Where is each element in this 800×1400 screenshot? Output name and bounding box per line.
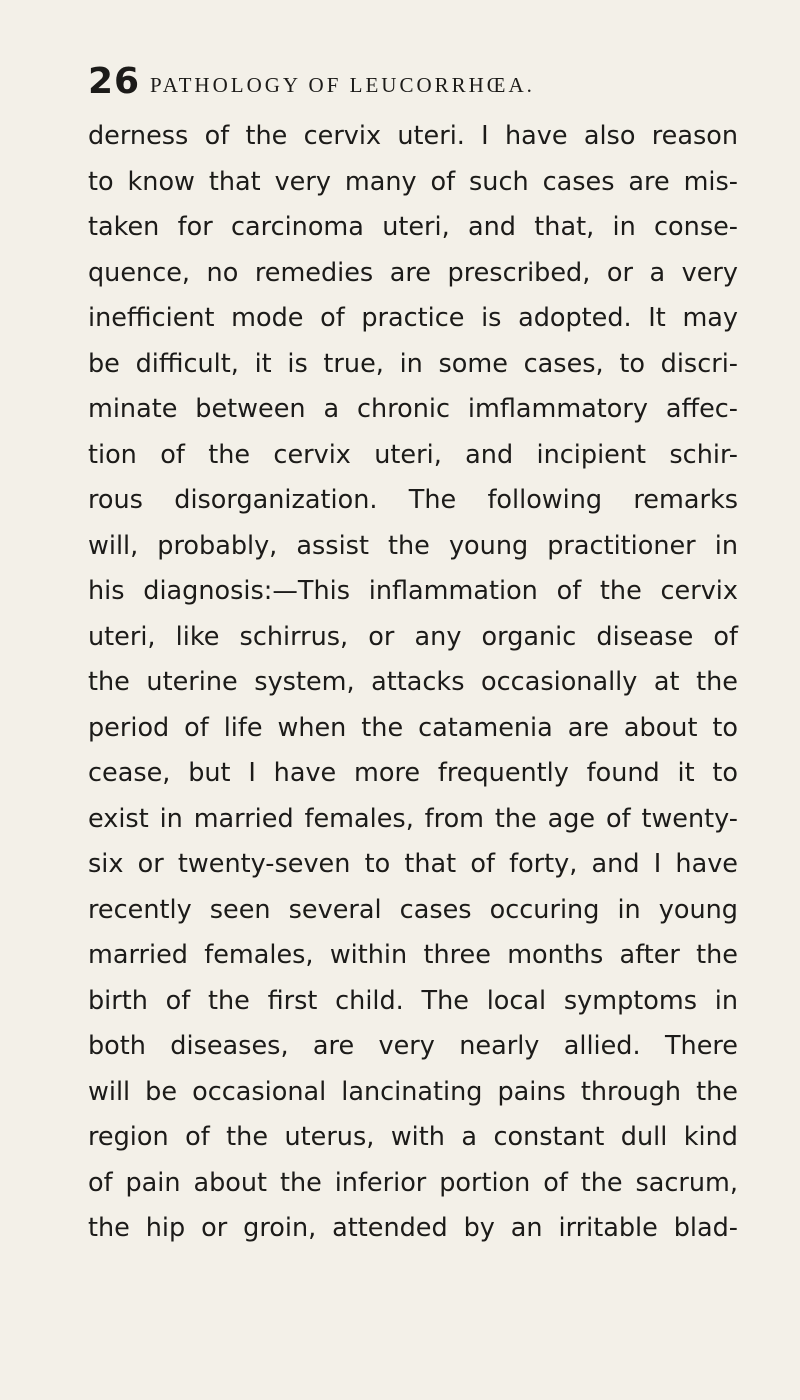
page-number: 26 [88,61,141,102]
running-title: PATHOLOGY OF LEUCORRHŒA. [150,73,535,97]
text-line: the uterine system, attacks occasionally at the [88,667,738,697]
text-line: will, probably, assist the young practitioner in [88,530,738,561]
text-line: birth of the first child. The local symptoms in [88,985,738,1016]
text-line: exist in married females, from the age of twenty- [88,803,738,834]
text-line: derness of the cervix uteri. I have also reason [88,121,738,151]
text-line: will be occasional lancinating pains through the [88,1076,738,1107]
text-line: minate between a chronic imflammatory affec- [88,394,738,424]
text-line: cease, but I have more frequently found it to [88,758,738,788]
text-line: to know that very many of such cases are mis- [88,166,738,197]
body-text [88,114,738,1252]
text-line: six or twenty-seven to that of forty, and I have [88,849,738,879]
text-line: region of the uterus, with a constant dull kind [88,1122,738,1152]
text-line: his diagnosis:—This inflammation of the cervix [88,576,738,606]
running-head [88,62,728,102]
text-line: inefficient mode of practice is adopted. It may [88,303,738,333]
text-line: period of life when the catamenia are about to [88,712,738,743]
text-line: recently seen several cases occuring in young [88,894,738,925]
text-line: uteri, like schirrus, or any organic disease of [88,621,738,652]
text-line: both diseases, are very nearly allied. There [88,1031,738,1061]
text-line: be difficult, it is true, in some cases, to discri- [88,348,738,379]
text-line: quence, no remedies are prescribed, or a very [88,257,738,288]
text-line: married females, within three months after the [88,940,738,970]
text-line: of pain about the inferior portion of the sacrum, [88,1167,738,1198]
text-line: the hip or groin, attended by an irritable blad- [88,1213,738,1243]
text-line: taken for carcinoma uteri, and that, in conse- [88,212,738,242]
text-line: rous disorganization. The following remarks [88,485,738,515]
text-line: tion of the cervix uteri, and incipient schir- [88,439,738,470]
